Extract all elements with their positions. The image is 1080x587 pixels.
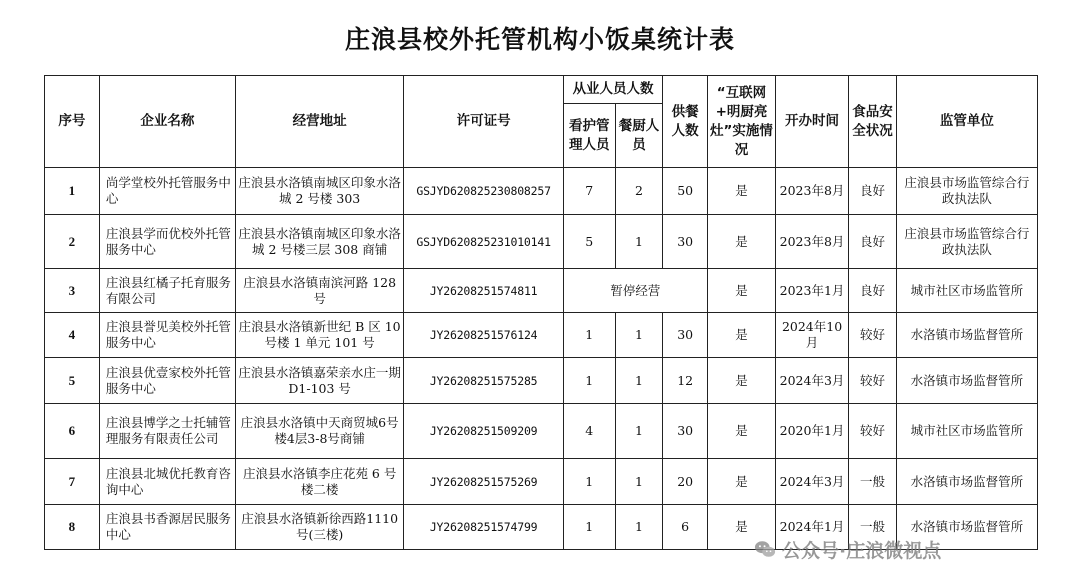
cell-open-time: 2023年1月 bbox=[776, 269, 849, 313]
cell-seq: 2 bbox=[45, 215, 100, 269]
cell-name: 庄浪县学而优校外托管服务中心 bbox=[99, 215, 235, 269]
cell-address: 庄浪县水洛镇南滨河路 128 号 bbox=[235, 269, 404, 313]
header-address: 经营地址 bbox=[235, 76, 404, 168]
cell-care: 1 bbox=[563, 459, 615, 505]
cell-safety: 良好 bbox=[849, 168, 897, 215]
cell-kitchen: 1 bbox=[615, 358, 663, 404]
table-row bbox=[45, 313, 1038, 358]
cell-care: 4 bbox=[563, 404, 615, 459]
cell-open-time: 2024年3月 bbox=[776, 459, 849, 505]
cell-supervisor: 水洛镇市场监督管所 bbox=[896, 313, 1037, 358]
table-row bbox=[45, 459, 1038, 505]
cell-license: GSJYD620825230808257 bbox=[404, 168, 563, 215]
cell-care: 7 bbox=[563, 168, 615, 215]
cell-name: 庄浪县优壹家校外托管服务中心 bbox=[99, 358, 235, 404]
cell-license: JY26208251575285 bbox=[404, 358, 563, 404]
table-row bbox=[45, 168, 1038, 215]
cell-supervisor: 庄浪县市场监管综合行政执法队 bbox=[896, 215, 1037, 269]
cell-internet: 是 bbox=[707, 168, 775, 215]
cell-care: 5 bbox=[563, 215, 615, 269]
cell-open-time: 2020年1月 bbox=[776, 404, 849, 459]
cell-seq: 1 bbox=[45, 168, 100, 215]
cell-seq: 3 bbox=[45, 269, 100, 313]
cell-safety: 较好 bbox=[849, 358, 897, 404]
cell-seq: 4 bbox=[45, 313, 100, 358]
cell-name: 庄浪县北城优托教育咨询中心 bbox=[99, 459, 235, 505]
cell-seq: 7 bbox=[45, 459, 100, 505]
wechat-icon bbox=[754, 538, 776, 560]
table-row bbox=[45, 404, 1038, 459]
cell-name: 尚学堂校外托管服务中心 bbox=[99, 168, 235, 215]
cell-care: 1 bbox=[563, 358, 615, 404]
cell-care: 1 bbox=[563, 505, 615, 550]
watermark-text: 公众号·庄浪微视点 bbox=[782, 539, 942, 562]
cell-name: 庄浪县书香源居民服务中心 bbox=[99, 505, 235, 550]
cell-internet: 是 bbox=[707, 404, 775, 459]
header-name: 企业名称 bbox=[99, 76, 235, 168]
cell-meals: 20 bbox=[663, 459, 708, 505]
cell-internet: 是 bbox=[707, 505, 775, 550]
cell-kitchen: 1 bbox=[615, 404, 663, 459]
cell-seq: 6 bbox=[45, 404, 100, 459]
header-supervisor: 监管单位 bbox=[896, 76, 1037, 168]
cell-kitchen: 1 bbox=[615, 459, 663, 505]
cell-address: 庄浪县水洛镇中天商贸城6号楼4层3-8号商铺 bbox=[235, 404, 404, 459]
cell-meals: 30 bbox=[663, 215, 708, 269]
cell-meals: 50 bbox=[663, 168, 708, 215]
cell-internet: 是 bbox=[707, 313, 775, 358]
cell-seq: 5 bbox=[45, 358, 100, 404]
page-title: 庄浪县校外托管机构小饭桌统计表 bbox=[344, 25, 735, 54]
cell-seq: 8 bbox=[45, 505, 100, 550]
cell-internet: 是 bbox=[707, 459, 775, 505]
cell-open-time: 2024年3月 bbox=[776, 358, 849, 404]
header-staff-kitchen: 餐厨人员 bbox=[615, 104, 663, 168]
cell-name: 庄浪县红橘子托育服务有限公司 bbox=[99, 269, 235, 313]
cell-internet: 是 bbox=[707, 358, 775, 404]
cell-supervisor: 水洛镇市场监督管所 bbox=[896, 358, 1037, 404]
table-row bbox=[45, 215, 1038, 269]
cell-status-merged: 暂停经营 bbox=[563, 269, 707, 313]
header-staff-group: 从业人员人数 bbox=[563, 76, 663, 104]
statistics-table bbox=[44, 75, 1038, 550]
cell-license: JY26208251509209 bbox=[404, 404, 563, 459]
header-meals: 供餐人数 bbox=[663, 76, 708, 168]
table-row bbox=[45, 269, 1038, 313]
cell-open-time: 2023年8月 bbox=[776, 168, 849, 215]
cell-safety: 较好 bbox=[849, 313, 897, 358]
cell-license: JY26208251574811 bbox=[404, 269, 563, 313]
cell-care: 1 bbox=[563, 313, 615, 358]
cell-internet: 是 bbox=[707, 269, 775, 313]
cell-kitchen: 1 bbox=[615, 313, 663, 358]
cell-address: 庄浪县水洛镇李庄花苑 6 号楼二楼 bbox=[235, 459, 404, 505]
header-license: 许可证号 bbox=[404, 76, 563, 168]
cell-supervisor: 城市社区市场监管所 bbox=[896, 404, 1037, 459]
cell-license: JY26208251576124 bbox=[404, 313, 563, 358]
cell-safety: 良好 bbox=[849, 215, 897, 269]
header-food-safety: 食品安全状况 bbox=[849, 76, 897, 168]
cell-supervisor: 水洛镇市场监督管所 bbox=[896, 459, 1037, 505]
cell-name: 庄浪县誉见美校外托管服务中心 bbox=[99, 313, 235, 358]
cell-license: GSJYD620825231010141 bbox=[404, 215, 563, 269]
table-row bbox=[45, 358, 1038, 404]
cell-meals: 12 bbox=[663, 358, 708, 404]
header-internet: “互联网+明厨亮灶”实施情况 bbox=[707, 76, 775, 168]
header-seq: 序号 bbox=[45, 76, 100, 168]
cell-supervisor: 城市社区市场监管所 bbox=[896, 269, 1037, 313]
cell-address: 庄浪县水洛镇南城区印象水洛城 2 号楼三层 308 商铺 bbox=[235, 215, 404, 269]
header-staff-care: 看护管理人员 bbox=[563, 104, 615, 168]
cell-open-time: 2023年8月 bbox=[776, 215, 849, 269]
cell-supervisor: 庄浪县市场监管综合行政执法队 bbox=[896, 168, 1037, 215]
cell-license: JY26208251575269 bbox=[404, 459, 563, 505]
cell-safety: 一般 bbox=[849, 459, 897, 505]
cell-address: 庄浪县水洛镇新徐西路1110号(三楼) bbox=[235, 505, 404, 550]
cell-open-time: 2024年1月 bbox=[776, 505, 849, 550]
watermark bbox=[754, 536, 941, 562]
cell-meals: 30 bbox=[663, 404, 708, 459]
cell-supervisor: 水洛镇市场监督管所 bbox=[896, 505, 1037, 550]
cell-safety: 一般 bbox=[849, 505, 897, 550]
cell-internet: 是 bbox=[707, 215, 775, 269]
cell-meals: 30 bbox=[663, 313, 708, 358]
cell-meals: 6 bbox=[663, 505, 708, 550]
cell-name: 庄浪县博学之士托辅管理服务有限责任公司 bbox=[99, 404, 235, 459]
cell-open-time: 2024年10月 bbox=[776, 313, 849, 358]
cell-license: JY26208251574799 bbox=[404, 505, 563, 550]
cell-kitchen: 2 bbox=[615, 168, 663, 215]
cell-address: 庄浪县水洛镇南城区印象水洛城 2 号楼 303 bbox=[235, 168, 404, 215]
cell-address: 庄浪县水洛镇嘉荣亲水庄一期 D1-103 号 bbox=[235, 358, 404, 404]
cell-safety: 较好 bbox=[849, 404, 897, 459]
cell-address: 庄浪县水洛镇新世纪 B 区 10 号楼 1 单元 101 号 bbox=[235, 313, 404, 358]
cell-kitchen: 1 bbox=[615, 215, 663, 269]
cell-kitchen: 1 bbox=[615, 505, 663, 550]
cell-safety: 良好 bbox=[849, 269, 897, 313]
header-open-time: 开办时间 bbox=[776, 76, 849, 168]
